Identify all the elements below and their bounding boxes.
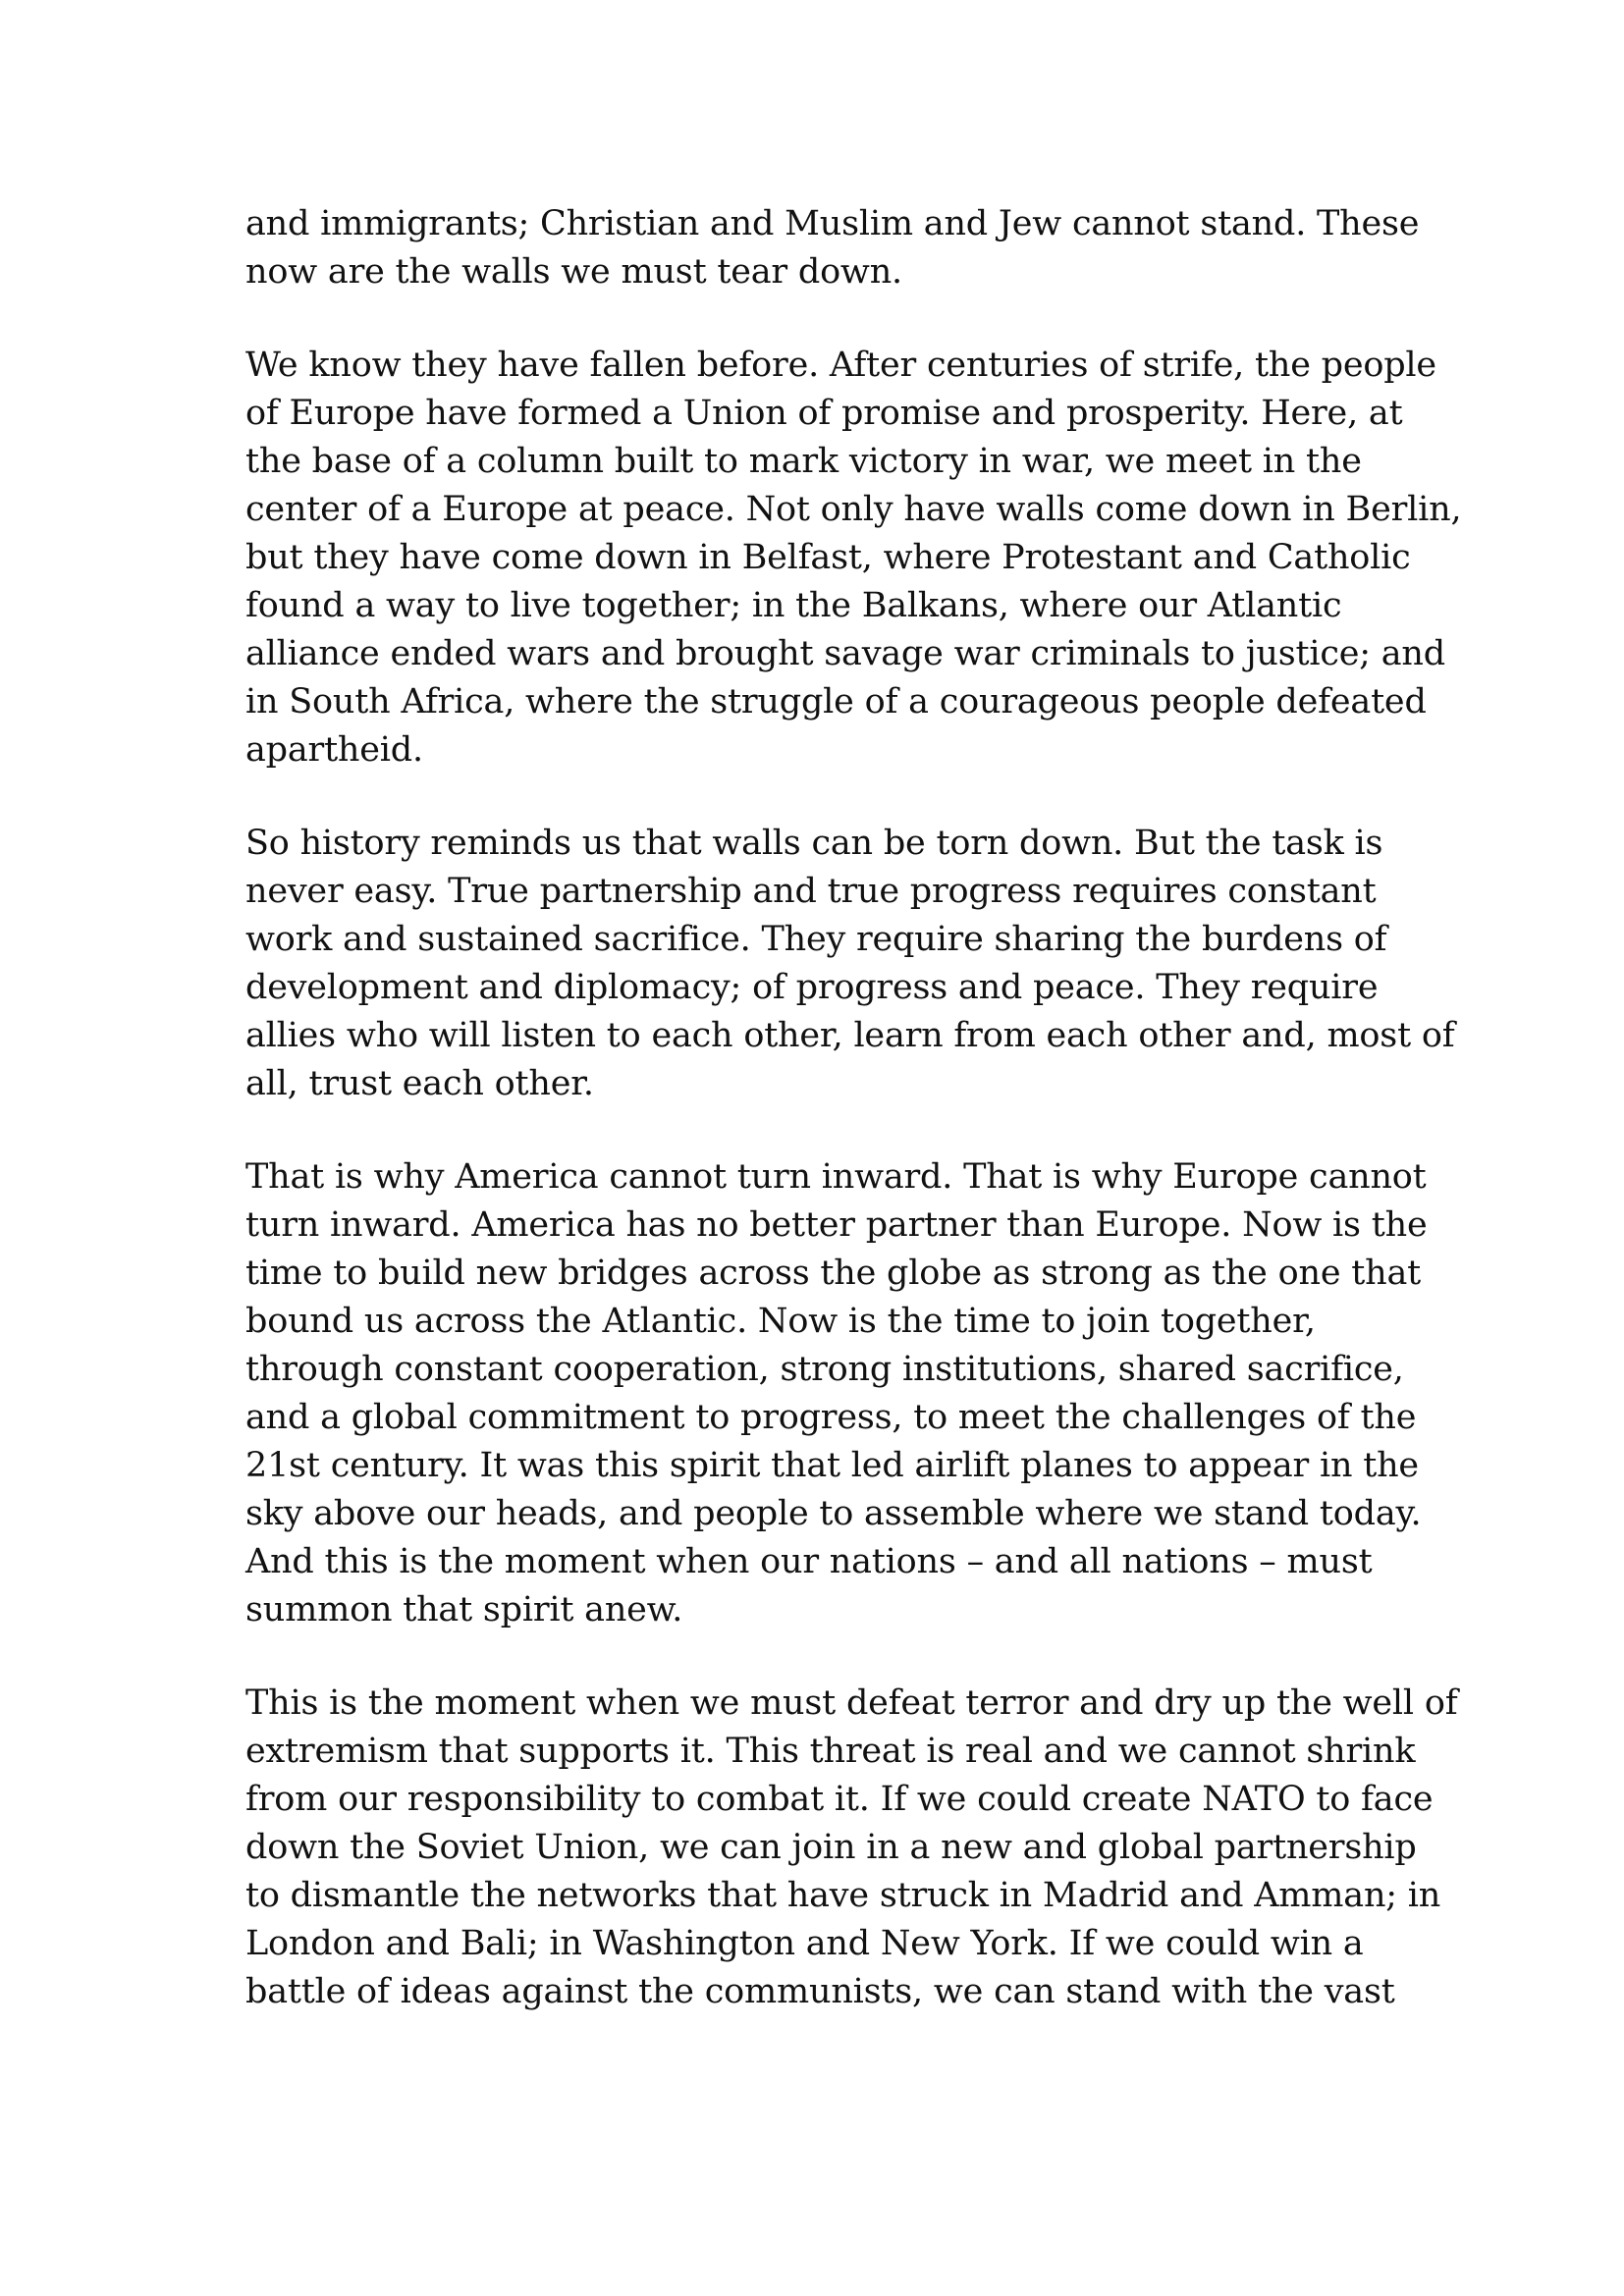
text-line: summon that spirit anew.	[245, 1590, 683, 1629]
text-line: in South Africa, where the struggle of a courageous people defeated	[245, 682, 1427, 721]
text-line: extremism that supports it. This threat is real and we cannot shrink	[245, 1732, 1416, 1771]
text-line: now are the walls we must tear down.	[245, 252, 902, 292]
text-line: through constant cooperation, strong institutions, shared sacrifice,	[245, 1350, 1404, 1389]
paragraph	[245, 342, 1624, 774]
text-line: down the Soviet Union, we can join in a new and global partnership	[245, 1828, 1417, 1867]
text-line: sky above our heads, and people to assemble where we stand today.	[245, 1494, 1422, 1533]
text-line: turn inward. America has no better partner than Europe. Now is the	[245, 1205, 1428, 1245]
text-line: We know they have fallen before. After centuries of strife, the people	[245, 346, 1436, 385]
text-line: This is the moment when we must defeat terror and dry up the well of	[245, 1683, 1458, 1723]
text-line: And this is the moment when our nations – and all nations – must	[245, 1542, 1373, 1581]
paragraph	[245, 200, 1624, 296]
text-line: apartheid.	[245, 730, 423, 770]
text-line: to dismantle the networks that have struck in Madrid and Amman; in	[245, 1876, 1441, 1915]
paragraph	[245, 820, 1624, 1108]
text-line: work and sustained sacrifice. They require sharing the burdens of	[245, 920, 1387, 959]
paragraph	[245, 1680, 1624, 2016]
text-line: from our responsibility to combat it. If we could create NATO to face	[245, 1780, 1434, 1819]
text-line: 21st century. It was this spirit that led airlift planes to appear in the	[245, 1446, 1419, 1485]
text-line: center of a Europe at peace. Not only have walls come down in Berlin,	[245, 490, 1462, 529]
text-line: time to build new bridges across the globe as strong as the one that	[245, 1254, 1422, 1293]
speech-text-block	[245, 200, 1624, 2061]
text-line: That is why America cannot turn inward. That is why Europe cannot	[245, 1157, 1427, 1197]
text-line: battle of ideas against the communists, we can stand with the vast	[245, 1972, 1395, 2011]
text-line: London and Bali; in Washington and New York. If we could win a	[245, 1924, 1364, 1963]
text-line: alliance ended wars and brought savage war criminals to justice; and	[245, 634, 1445, 673]
text-line: found a way to live together; in the Balkans, where our Atlantic	[245, 586, 1342, 625]
text-line: So history reminds us that walls can be torn down. But the task is	[245, 824, 1383, 863]
text-line: allies who will listen to each other, learn from each other and, most of	[245, 1016, 1455, 1055]
text-line: all, trust each other.	[245, 1064, 594, 1103]
text-line: bound us across the Atlantic. Now is the time to join together,	[245, 1302, 1316, 1341]
text-line: development and diplomacy; of progress and peace. They require	[245, 968, 1379, 1007]
text-line: the base of a column built to mark victory in war, we meet in the	[245, 442, 1362, 481]
text-line: never easy. True partnership and true progress requires constant	[245, 872, 1377, 911]
text-line: of Europe have formed a Union of promise and prosperity. Here, at	[245, 394, 1403, 433]
text-line: but they have come down in Belfast, where Protestant and Catholic	[245, 538, 1411, 577]
text-line: and immigrants; Christian and Muslim and Jew cannot stand. These	[245, 204, 1420, 243]
paragraph	[245, 1153, 1624, 1634]
text-line: and a global commitment to progress, to meet the challenges of the	[245, 1398, 1417, 1437]
